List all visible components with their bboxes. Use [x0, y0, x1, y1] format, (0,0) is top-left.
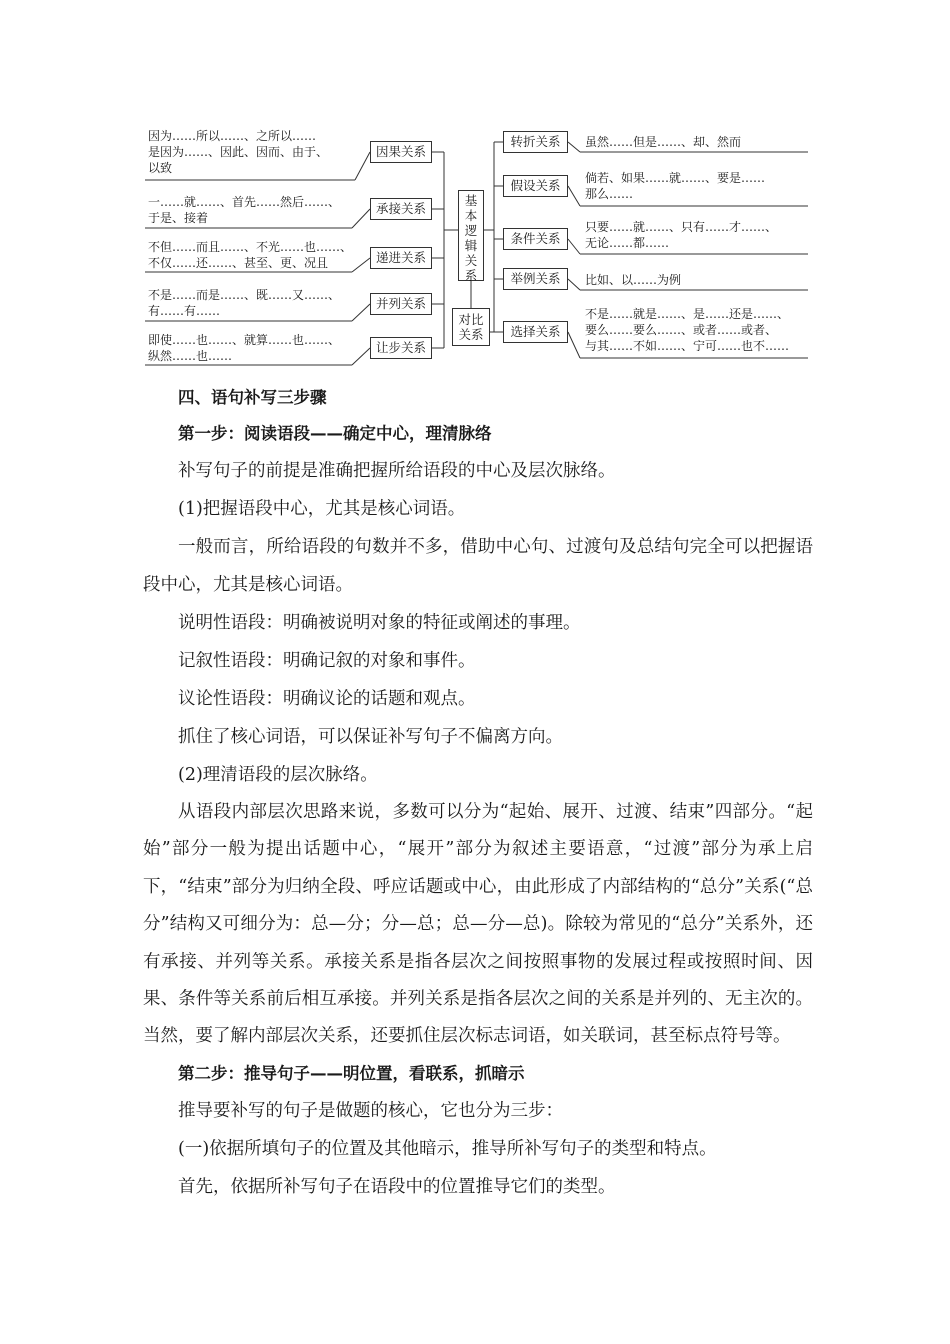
logic-relations-diagram [0, 0, 950, 380]
paragraph: 议论性语段：明确议论的话题和观点。 [178, 689, 476, 709]
paragraph: (1)把握语段中心，尤其是核心词语。 [178, 499, 466, 519]
right-text-example: 比如、以……为例 [585, 273, 682, 287]
box-progressive: 递进关系 [370, 247, 432, 269]
box-parallel: 并列关系 [370, 293, 432, 315]
right-text-choice: 不是……就是……、是……还是……、 要么……要么……、或者……或者、 与其……不如……、宁可……也不…… [585, 307, 790, 353]
box-adversative: 转折关系 [503, 131, 568, 153]
right-text-condition: 只要……就……、只有……才……、 无论……都…… [585, 220, 778, 250]
section-heading: 四、语句补写三步骤 [178, 388, 327, 407]
paragraph: 补写句子的前提是准确把握所给语段的中心及层次脉络。 [178, 461, 616, 481]
box-sequence: 承接关系 [370, 198, 432, 220]
paragraph: 首先，依据所补写句子在语段中的位置推导它们的类型。 [178, 1176, 616, 1197]
box-contrast: 对比 关系 [452, 308, 490, 346]
step-two-heading: 第二步：推导句子——明位置，看联系，抓暗示 [178, 1063, 525, 1083]
paragraph: 从语段内部层次思路来说，多数可以分为“起始、展开、过渡、结束”四部分。“起始”部分一般为提出话题中心，“展开”部分为叙述主要语意，“过渡”部分为承上启下，“结束”部分为归纳全段、呼应话题或中心，由此形成了内部结构的“总分”关系(“总分”结构又可细分为：总—分；分—总；总—分—总)。除较为常见的“总分”关系外，还有承接、并列等关系。承接关系是指各层次之间按照事物的发展过程或按照时间、因果、条件等关系前后相互承接。并列关系是指各层次之间的关系是并列的、无主次的。当然，要了解内部层次关系，还要抓住层次标志词语，如关联词，甚至标点符号等。 [143, 802, 813, 1047]
box-condition: 条件关系 [503, 228, 568, 250]
box-cause: 因果关系 [370, 141, 432, 163]
box-concession: 让步关系 [370, 337, 432, 359]
paragraph: 推导要补写的句子是做题的核心，它也分为三步： [178, 1100, 563, 1121]
left-text-sequence: 一……就……、首先……然后……、 于是、接着 [148, 195, 341, 225]
document-body [143, 380, 813, 1206]
box-hypothesis: 假设关系 [503, 175, 568, 197]
right-text-adversative: 虽然……但是……、却、然而 [585, 135, 742, 149]
box-choice: 选择关系 [503, 321, 568, 343]
left-text-progressive: 不但……而且……、不光……也……、 不仅……还……、甚至、更、况且 [148, 240, 353, 270]
right-text-hypothesis: 倘若、如果……就……、要是…… 那么…… [585, 171, 766, 201]
paragraph: (一)依据所填句子的位置及其他暗示，推导所补写句子的类型和特点。 [178, 1138, 717, 1159]
paragraph: (2)理清语段的层次脉络。 [178, 765, 378, 785]
paragraph: 记叙性语段：明确记叙的对象和事件。 [178, 651, 476, 671]
paragraph: 一般而言，所给语段的句数并不多，借助中心句、过渡句及总结句完全可以把握语段中心，尤其是核心词语。 [143, 537, 813, 595]
box-example: 举例关系 [503, 268, 568, 290]
paragraph: 说明性语段：明确被说明对象的特征或阐述的事理。 [178, 613, 581, 633]
step-one-heading: 第一步：阅读语段——确定中心，理清脉络 [178, 424, 492, 443]
left-text-cause: 因为……所以……、之所以…… 是因为……、因此、因而、由于、 以致 [148, 129, 329, 175]
paragraph: 抓住了核心词语，可以保证补写句子不偏离方向。 [178, 727, 563, 747]
left-text-concession: 即使……也……、就算……也……、 纵然……也…… [148, 333, 341, 363]
left-text-parallel: 不是……而是……、既……又……、 有……有…… [148, 288, 341, 318]
box-basic-logic: 基 本 逻 辑 关 系 [458, 190, 484, 281]
